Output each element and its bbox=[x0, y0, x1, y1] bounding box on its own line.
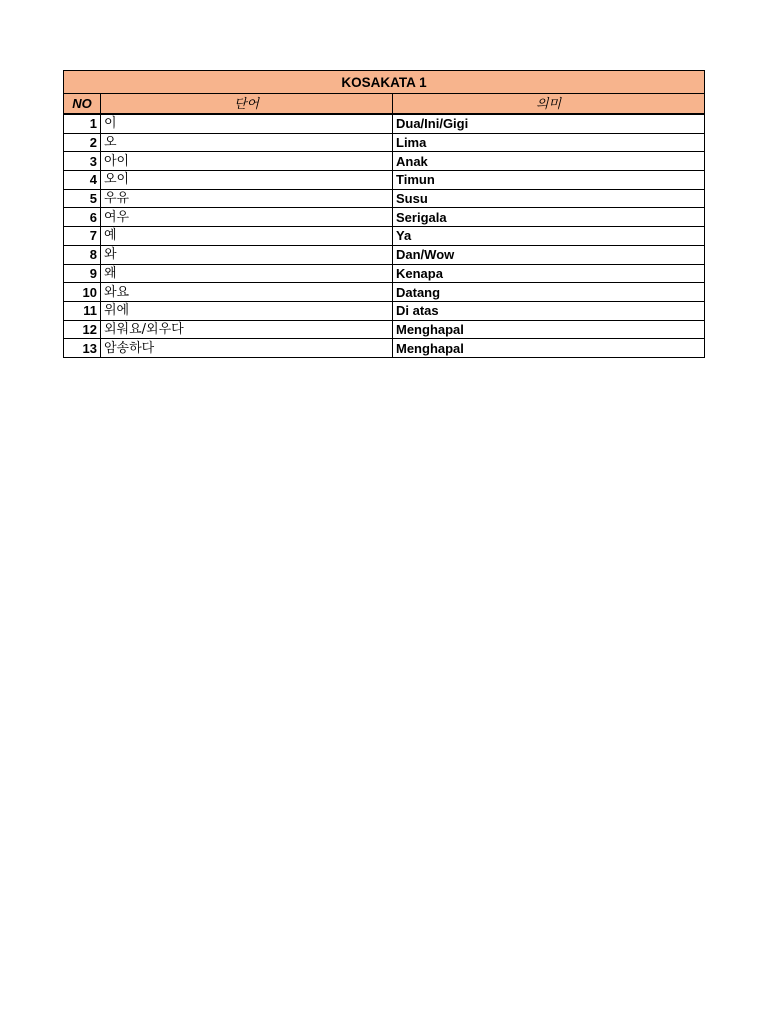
row-number: 13 bbox=[64, 339, 101, 358]
word-meaning: Timun bbox=[393, 171, 705, 190]
table-row bbox=[64, 152, 705, 171]
table-row bbox=[64, 208, 705, 227]
word-meaning: Lima bbox=[393, 133, 705, 152]
korean-word: 여우 bbox=[101, 208, 393, 227]
table-row bbox=[64, 283, 705, 302]
word-meaning: Kenapa bbox=[393, 264, 705, 283]
table-row bbox=[64, 245, 705, 264]
korean-word: 와 bbox=[101, 245, 393, 264]
table-row bbox=[64, 171, 705, 190]
table-row bbox=[64, 339, 705, 358]
row-number: 12 bbox=[64, 320, 101, 339]
korean-word: 이 bbox=[101, 114, 393, 133]
row-number: 2 bbox=[64, 133, 101, 152]
row-number: 5 bbox=[64, 189, 101, 208]
word-meaning: Ya bbox=[393, 227, 705, 246]
row-number: 3 bbox=[64, 152, 101, 171]
table-row bbox=[64, 301, 705, 320]
korean-word: 우유 bbox=[101, 189, 393, 208]
table-row bbox=[64, 227, 705, 246]
row-number: 7 bbox=[64, 227, 101, 246]
column-header-word: 단어 bbox=[101, 94, 393, 115]
korean-word: 암송하다 bbox=[101, 339, 393, 358]
table-row bbox=[64, 320, 705, 339]
row-number: 11 bbox=[64, 301, 101, 320]
column-header-no: NO bbox=[64, 94, 101, 115]
word-meaning: Datang bbox=[393, 283, 705, 302]
korean-word: 외워요/외우다 bbox=[101, 320, 393, 339]
korean-word: 오 bbox=[101, 133, 393, 152]
column-header-meaning: 의미 bbox=[393, 94, 705, 115]
korean-word: 와요 bbox=[101, 283, 393, 302]
table-body bbox=[64, 114, 705, 357]
word-meaning: Serigala bbox=[393, 208, 705, 227]
word-meaning: Susu bbox=[393, 189, 705, 208]
table-row bbox=[64, 189, 705, 208]
korean-word: 아이 bbox=[101, 152, 393, 171]
word-meaning: Dua/Ini/Gigi bbox=[393, 114, 705, 133]
row-number: 8 bbox=[64, 245, 101, 264]
korean-word: 오이 bbox=[101, 171, 393, 190]
row-number: 9 bbox=[64, 264, 101, 283]
row-number: 6 bbox=[64, 208, 101, 227]
table-row bbox=[64, 264, 705, 283]
row-number: 1 bbox=[64, 114, 101, 133]
row-number: 10 bbox=[64, 283, 101, 302]
table-header-row bbox=[64, 94, 705, 115]
table-row bbox=[64, 133, 705, 152]
korean-word: 예 bbox=[101, 227, 393, 246]
word-meaning: Di atas bbox=[393, 301, 705, 320]
word-meaning: Dan/Wow bbox=[393, 245, 705, 264]
korean-word: 위에 bbox=[101, 301, 393, 320]
korean-word: 왜 bbox=[101, 264, 393, 283]
row-number: 4 bbox=[64, 171, 101, 190]
word-meaning: Menghapal bbox=[393, 320, 705, 339]
word-meaning: Menghapal bbox=[393, 339, 705, 358]
vocabulary-sheet bbox=[63, 70, 704, 358]
word-meaning: Anak bbox=[393, 152, 705, 171]
table-row bbox=[64, 114, 705, 133]
vocabulary-table bbox=[63, 70, 705, 358]
table-title-row bbox=[64, 71, 705, 94]
table-title: KOSAKATA 1 bbox=[64, 71, 705, 94]
